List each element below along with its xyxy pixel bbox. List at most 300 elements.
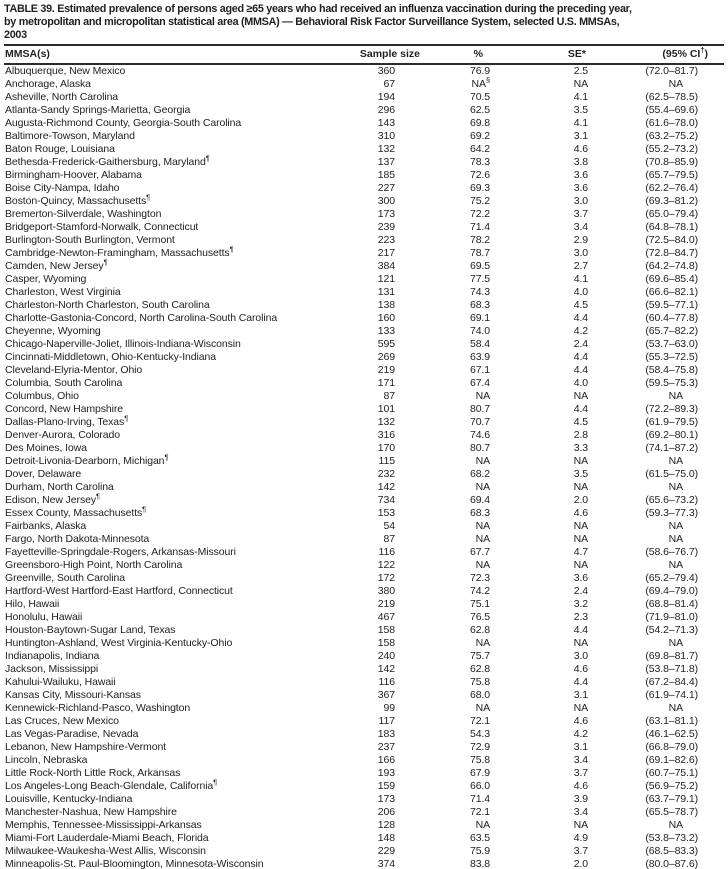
sample-size-cell: 173 bbox=[377, 793, 395, 805]
sample-size-cell: 131 bbox=[377, 286, 395, 298]
sample-size-cell: 54 bbox=[383, 520, 395, 532]
ci-cell: (58.6–76.7) bbox=[645, 546, 698, 558]
sample-size-cell: 229 bbox=[377, 845, 395, 857]
sample-size-cell: 367 bbox=[377, 689, 395, 701]
se-cell: 2.0 bbox=[573, 494, 588, 506]
table-row bbox=[4, 572, 724, 585]
sample-size-cell: 384 bbox=[377, 260, 395, 272]
se-cell: 2.3 bbox=[573, 611, 588, 623]
mmsa-cell: Burlington-South Burlington, Vermont bbox=[5, 234, 175, 246]
sample-size-cell: 137 bbox=[377, 156, 395, 168]
mmsa-cell: Edison, New Jersey¶ bbox=[5, 491, 100, 506]
sample-size-cell: 117 bbox=[378, 715, 395, 727]
se-cell: 3.7 bbox=[573, 845, 588, 857]
mmsa-cell: Bethesda-Frederick-Gaithersburg, Maryland¶ bbox=[5, 153, 210, 168]
mmsa-cell: Kahului-Wailuku, Hawaii bbox=[5, 676, 116, 688]
table-row bbox=[4, 715, 724, 728]
ci-cell: (61.9–74.1) bbox=[645, 689, 698, 701]
sample-size-cell: 132 bbox=[377, 416, 395, 428]
table-row bbox=[4, 338, 724, 351]
ci-cell: (65.5–78.7) bbox=[645, 806, 698, 818]
se-cell: 3.0 bbox=[573, 650, 588, 662]
footnote-marker: ¶ bbox=[229, 244, 234, 254]
sample-size-cell: 142 bbox=[377, 481, 395, 493]
ci-cell: NA bbox=[668, 520, 683, 532]
sample-size-cell: 237 bbox=[377, 741, 395, 753]
sample-size-cell: 217 bbox=[377, 247, 395, 259]
percent-cell: 80.7 bbox=[469, 442, 490, 454]
mmsa-cell: Des Moines, Iowa bbox=[5, 442, 87, 454]
mmsa-cell: Baton Rouge, Louisiana bbox=[5, 143, 115, 155]
ci-cell: (65.2–79.4) bbox=[645, 572, 698, 584]
percent-cell: 71.4 bbox=[469, 793, 490, 805]
table-row bbox=[4, 767, 724, 780]
mmsa-cell: Boise City-Nampa, Idaho bbox=[5, 182, 120, 194]
table-row bbox=[4, 663, 724, 676]
table-row bbox=[4, 845, 724, 858]
percent-cell: 74.6 bbox=[469, 429, 490, 441]
table-row bbox=[4, 520, 724, 533]
ci-cell: NA bbox=[668, 559, 683, 571]
sample-size-cell: 160 bbox=[377, 312, 395, 324]
ci-cell: (54.2–71.3) bbox=[645, 624, 698, 636]
table-row bbox=[4, 299, 724, 312]
ci-cell: (72.8–84.7) bbox=[645, 247, 698, 259]
table-row bbox=[4, 351, 724, 364]
se-cell: 4.4 bbox=[573, 312, 588, 324]
sample-size-cell: 99 bbox=[383, 702, 395, 714]
ci-cell: (65.6–73.2) bbox=[645, 494, 698, 506]
mmsa-cell: Greenville, South Carolina bbox=[5, 572, 125, 584]
mmsa-cell: Indianapolis, Indiana bbox=[5, 650, 100, 662]
ci-cell: (80.0–87.6) bbox=[645, 858, 698, 869]
percent-cell: 69.8 bbox=[469, 117, 490, 129]
mmsa-cell: Kansas City, Missouri-Kansas bbox=[5, 689, 141, 701]
ci-cell: (60.7–75.1) bbox=[645, 767, 698, 779]
mmsa-cell: Lincoln, Nebraska bbox=[5, 754, 88, 766]
sample-size-cell: 115 bbox=[378, 455, 395, 467]
se-cell: 4.9 bbox=[573, 832, 588, 844]
table-row bbox=[4, 78, 724, 91]
footnote-marker: § bbox=[485, 75, 490, 85]
ci-cell: (65.7–82.2) bbox=[645, 325, 698, 337]
percent-cell: 68.0 bbox=[469, 689, 490, 701]
sample-size-cell: 158 bbox=[377, 624, 395, 636]
mmsa-cell: Kennewick-Richland-Pasco, Washington bbox=[5, 702, 191, 714]
percent-cell: 67.9 bbox=[469, 767, 490, 779]
table-row bbox=[4, 390, 724, 403]
mmsa-cell: Essex County, Massachusetts¶ bbox=[5, 504, 147, 519]
se-cell: NA bbox=[573, 78, 588, 90]
se-cell: 4.6 bbox=[573, 715, 588, 727]
sample-size-cell: 269 bbox=[377, 351, 395, 363]
mmsa-cell: Fayetteville-Springdale-Rogers, Arkansas-Missouri bbox=[5, 546, 236, 558]
percent-cell: 69.2 bbox=[469, 130, 490, 142]
sample-size-cell: 374 bbox=[377, 858, 395, 869]
se-cell: 2.5 bbox=[573, 65, 588, 77]
percent-cell: 74.0 bbox=[469, 325, 490, 337]
mmsa-cell: Manchester-Nashua, New Hampshire bbox=[5, 806, 177, 818]
ci-cell: (55.3–72.5) bbox=[645, 351, 698, 363]
mmsa-cell: Hilo, Hawaii bbox=[5, 598, 60, 610]
percent-cell: 69.5 bbox=[469, 260, 490, 272]
table-row bbox=[4, 754, 724, 767]
table-row bbox=[4, 64, 724, 78]
sample-size-cell: 223 bbox=[377, 234, 395, 246]
mmsa-cell: Birmingham-Hoover, Alabama bbox=[5, 169, 142, 181]
se-cell: NA bbox=[573, 819, 588, 831]
ci-cell: (67.2–84.4) bbox=[645, 676, 698, 688]
sample-size-cell: 171 bbox=[377, 377, 395, 389]
ci-cell: (61.9–79.5) bbox=[645, 416, 698, 428]
percent-cell: 75.7 bbox=[469, 650, 490, 662]
table-title bbox=[4, 3, 724, 42]
ci-cell: (53.7–63.0) bbox=[645, 338, 698, 350]
se-cell: NA bbox=[573, 559, 588, 571]
mmsa-cell: Las Cruces, New Mexico bbox=[5, 715, 119, 727]
ci-cell: (61.5–75.0) bbox=[645, 468, 698, 480]
percent-cell: 54.3 bbox=[469, 728, 490, 740]
table-row bbox=[4, 104, 724, 117]
header-row bbox=[4, 45, 724, 64]
mmsa-cell: Bridgeport-Stamford-Norwalk, Connecticut bbox=[5, 221, 199, 233]
ci-cell: (72.5–84.0) bbox=[645, 234, 698, 246]
ci-cell: (61.6–78.0) bbox=[645, 117, 698, 129]
table-row bbox=[4, 689, 724, 702]
ci-cell: (55.4–69.6) bbox=[645, 104, 698, 116]
ci-cell: (69.3–81.2) bbox=[645, 195, 698, 207]
col-header-percent: % bbox=[420, 45, 490, 64]
table-row bbox=[4, 481, 724, 494]
se-cell: 3.4 bbox=[573, 221, 588, 233]
sample-size-cell: 143 bbox=[377, 117, 395, 129]
table-row bbox=[4, 416, 724, 429]
se-cell: 3.1 bbox=[573, 741, 588, 753]
percent-cell: 67.4 bbox=[469, 377, 490, 389]
sample-size-cell: 296 bbox=[377, 104, 395, 116]
sample-size-cell: 172 bbox=[377, 572, 395, 584]
se-cell: 4.4 bbox=[573, 403, 588, 415]
se-cell: 3.7 bbox=[573, 767, 588, 779]
ci-cell: (58.4–75.8) bbox=[645, 364, 698, 376]
percent-cell: NA bbox=[475, 481, 490, 493]
sample-size-cell: 734 bbox=[377, 494, 395, 506]
se-cell: 4.2 bbox=[573, 325, 588, 337]
ci-cell: (64.8–78.1) bbox=[645, 221, 698, 233]
sample-size-cell: 166 bbox=[377, 754, 395, 766]
sample-size-cell: 183 bbox=[377, 728, 395, 740]
se-cell: NA bbox=[573, 702, 588, 714]
table-row bbox=[4, 455, 724, 468]
mmsa-cell: Augusta-Richmond County, Georgia-South Carolina bbox=[5, 117, 242, 129]
table-row bbox=[4, 585, 724, 598]
table-row bbox=[4, 286, 724, 299]
sample-size-cell: 595 bbox=[377, 338, 395, 350]
table-row bbox=[4, 156, 724, 169]
se-cell: 3.5 bbox=[573, 468, 588, 480]
sample-size-cell: 142 bbox=[377, 663, 395, 675]
table-row bbox=[4, 832, 724, 845]
ci-cell: (63.7–79.1) bbox=[645, 793, 698, 805]
percent-cell: 80.7 bbox=[469, 403, 490, 415]
percent-cell: 72.1 bbox=[469, 806, 490, 818]
sample-size-cell: 138 bbox=[377, 299, 395, 311]
mmsa-cell: Huntington-Ashland, West Virginia-Kentucky-Ohio bbox=[5, 637, 233, 649]
table-row bbox=[4, 676, 724, 689]
percent-cell: 64.2 bbox=[469, 143, 490, 155]
mmsa-cell: Charleston, West Virginia bbox=[5, 286, 121, 298]
table-row bbox=[4, 130, 724, 143]
percent-cell: 75.8 bbox=[469, 676, 490, 688]
percent-cell: 78.2 bbox=[469, 234, 490, 246]
se-cell: 3.6 bbox=[573, 182, 588, 194]
se-cell: NA bbox=[573, 390, 588, 402]
sample-size-cell: 87 bbox=[383, 533, 395, 545]
percent-cell: NA bbox=[475, 455, 490, 467]
table-row bbox=[4, 221, 724, 234]
se-cell: 4.6 bbox=[573, 663, 588, 675]
ci-header-close-paren: ) bbox=[704, 48, 708, 60]
percent-cell: NA bbox=[475, 390, 490, 402]
mmsa-cell: Detroit-Livonia-Dearborn, Michigan¶ bbox=[5, 452, 169, 467]
col-header-mmsa: MMSA(s) bbox=[4, 45, 316, 64]
sample-size-cell: 194 bbox=[377, 91, 395, 103]
table-row bbox=[4, 624, 724, 637]
percent-cell: 69.1 bbox=[469, 312, 490, 324]
table-header bbox=[4, 45, 724, 64]
table-title-line-1: TABLE 39. Estimated prevalence of persons aged ≥65 years who had received an influenza vaccination during the preceding year, bbox=[4, 3, 632, 15]
mmsa-cell: Lebanon, New Hampshire-Vermont bbox=[5, 741, 167, 753]
table-row bbox=[4, 546, 724, 559]
percent-cell: 76.5 bbox=[469, 611, 490, 623]
percent-cell: 67.1 bbox=[469, 364, 490, 376]
sample-size-cell: 67 bbox=[383, 78, 395, 90]
sample-size-cell: 159 bbox=[377, 780, 395, 792]
percent-cell: 68.3 bbox=[469, 507, 490, 519]
percent-cell: 68.3 bbox=[469, 299, 490, 311]
sample-size-cell: 316 bbox=[377, 429, 395, 441]
footnote-marker: ¶ bbox=[213, 777, 218, 787]
mmsa-cell: Houston-Baytown-Sugar Land, Texas bbox=[5, 624, 176, 636]
mmsa-cell: Minneapolis-St. Paul-Bloomington, Minnesota-Wisconsin bbox=[5, 858, 264, 869]
sample-size-cell: 173 bbox=[377, 208, 395, 220]
table-row bbox=[4, 247, 724, 260]
se-cell: 4.4 bbox=[573, 624, 588, 636]
footnote-marker: ¶ bbox=[96, 491, 100, 501]
table-row bbox=[4, 364, 724, 377]
percent-cell: 69.3 bbox=[469, 182, 490, 194]
ci-cell: (74.1–87.2) bbox=[645, 442, 698, 454]
ci-cell: (56.9–75.2) bbox=[645, 780, 698, 792]
mmsa-cell: Hartford-West Hartford-East Hartford, Connecticut bbox=[5, 585, 233, 597]
percent-cell: 75.2 bbox=[469, 195, 490, 207]
ci-cell: (59.3–77.3) bbox=[645, 507, 698, 519]
se-cell: NA bbox=[573, 520, 588, 532]
percent-cell: 62.8 bbox=[469, 663, 490, 675]
mmsa-cell: Columbus, Ohio bbox=[5, 390, 79, 402]
mmsa-cell: Cleveland-Elyria-Mentor, Ohio bbox=[5, 364, 143, 376]
mmsa-cell: Cheyenne, Wyoming bbox=[5, 325, 101, 337]
percent-cell: 63.9 bbox=[469, 351, 490, 363]
table-row bbox=[4, 780, 724, 793]
percent-cell: 58.4 bbox=[469, 338, 490, 350]
sample-size-cell: 116 bbox=[378, 676, 395, 688]
mmsa-cell: Greensboro-High Point, North Carolina bbox=[5, 559, 183, 571]
mmsa-cell: Cincinnati-Middletown, Ohio-Kentucky-Indiana bbox=[5, 351, 216, 363]
table-row bbox=[4, 637, 724, 650]
ci-cell: (69.6–85.4) bbox=[645, 273, 698, 285]
table-row bbox=[4, 195, 724, 208]
mmsa-cell: Chicago-Naperville-Joliet, Illinois-Indiana-Wisconsin bbox=[5, 338, 241, 350]
sample-size-cell: 193 bbox=[377, 767, 395, 779]
se-cell: 4.1 bbox=[573, 117, 588, 129]
table-row bbox=[4, 143, 724, 156]
sample-size-cell: 133 bbox=[377, 325, 395, 337]
se-cell: 4.6 bbox=[573, 780, 588, 792]
footnote-marker: ¶ bbox=[205, 153, 210, 163]
ci-cell: NA bbox=[668, 819, 683, 831]
sample-size-cell: 239 bbox=[377, 221, 395, 233]
table-row bbox=[4, 169, 724, 182]
sample-size-cell: 101 bbox=[377, 403, 395, 415]
footnote-marker: ¶ bbox=[164, 452, 169, 462]
percent-cell: 63.5 bbox=[469, 832, 490, 844]
table-row bbox=[4, 858, 724, 869]
table-row bbox=[4, 273, 724, 286]
se-cell: 3.7 bbox=[573, 208, 588, 220]
percent-cell: 68.2 bbox=[469, 468, 490, 480]
table-row bbox=[4, 819, 724, 832]
ci-cell: (65.7–79.5) bbox=[645, 169, 698, 181]
ci-cell: NA bbox=[668, 78, 683, 90]
sample-size-cell: 116 bbox=[378, 546, 395, 558]
ci-cell: (59.5–77.1) bbox=[645, 299, 698, 311]
se-cell: 4.4 bbox=[573, 364, 588, 376]
se-cell: 3.6 bbox=[573, 169, 588, 181]
col-header-ci bbox=[588, 45, 724, 64]
ci-cell: (53.8–73.2) bbox=[645, 832, 698, 844]
percent-cell: 71.4 bbox=[469, 221, 490, 233]
ci-cell: (65.0–79.4) bbox=[645, 208, 698, 220]
mmsa-cell: Milwaukee-Waukesha-West Allis, Wisconsin bbox=[5, 845, 206, 857]
sample-size-cell: 122 bbox=[377, 559, 395, 571]
se-cell: 3.8 bbox=[573, 156, 588, 168]
mmsa-cell: Baltimore-Towson, Maryland bbox=[5, 130, 135, 142]
table-row bbox=[4, 806, 724, 819]
percent-cell: 66.0 bbox=[469, 780, 490, 792]
se-cell: 2.8 bbox=[573, 429, 588, 441]
percent-cell: 72.6 bbox=[469, 169, 490, 181]
footnote-marker: ¶ bbox=[124, 413, 129, 423]
mmsa-cell: Fargo, North Dakota-Minnesota bbox=[5, 533, 150, 545]
mmsa-cell: Memphis, Tennessee-Mississippi-Arkansas bbox=[5, 819, 202, 831]
table-row bbox=[4, 117, 724, 130]
se-cell: 3.6 bbox=[573, 572, 588, 584]
table-row bbox=[4, 611, 724, 624]
mmsa-cell: Atlanta-Sandy Springs-Marietta, Georgia bbox=[5, 104, 191, 116]
table-row bbox=[4, 598, 724, 611]
mmsa-cell: Miami-Fort Lauderdale-Miami Beach, Florida bbox=[5, 832, 209, 844]
table-row bbox=[4, 208, 724, 221]
footnote-marker: ¶ bbox=[146, 192, 151, 202]
ci-cell: (72.2–89.3) bbox=[645, 403, 698, 415]
se-cell: NA bbox=[573, 455, 588, 467]
mmsa-cell: Dover, Delaware bbox=[5, 468, 82, 480]
ci-cell: (59.5–75.3) bbox=[645, 377, 698, 389]
percent-cell: NA bbox=[475, 637, 490, 649]
se-cell: 4.2 bbox=[573, 728, 588, 740]
percent-cell: 72.9 bbox=[469, 741, 490, 753]
table-row bbox=[4, 234, 724, 247]
ci-cell: NA bbox=[668, 637, 683, 649]
ci-cell: (70.8–85.9) bbox=[645, 156, 698, 168]
percent-cell: 62.5 bbox=[469, 104, 490, 116]
mmsa-cell: Charleston-North Charleston, South Carolina bbox=[5, 299, 210, 311]
percent-cell: 74.3 bbox=[469, 286, 490, 298]
ci-cell: (68.5–83.3) bbox=[645, 845, 698, 857]
ci-cell: (64.2–74.8) bbox=[645, 260, 698, 272]
mmsa-cell: Camden, New Jersey¶ bbox=[5, 257, 108, 272]
mmsa-cell: Bremerton-Silverdale, Washington bbox=[5, 208, 162, 220]
table-body bbox=[4, 64, 724, 869]
ci-cell: (66.8–79.0) bbox=[645, 741, 698, 753]
table-row bbox=[4, 650, 724, 663]
sample-size-cell: 380 bbox=[377, 585, 395, 597]
ci-cell: (71.9–81.0) bbox=[645, 611, 698, 623]
se-cell: 4.1 bbox=[573, 273, 588, 285]
se-cell: 3.0 bbox=[573, 247, 588, 259]
mmsa-cell: Durham, North Carolina bbox=[5, 481, 114, 493]
se-cell: 2.4 bbox=[573, 338, 588, 350]
ci-header-text: (95% CI bbox=[662, 48, 701, 60]
se-cell: 3.9 bbox=[573, 793, 588, 805]
ci-cell: (69.1–82.6) bbox=[645, 754, 698, 766]
ci-cell: (63.2–75.2) bbox=[645, 130, 698, 142]
table-row bbox=[4, 728, 724, 741]
ci-cell: (69.4–79.0) bbox=[645, 585, 698, 597]
percent-cell: 75.1 bbox=[469, 598, 490, 610]
se-cell: 4.4 bbox=[573, 676, 588, 688]
table-title-line-3: 2003 bbox=[4, 29, 27, 41]
ci-cell: (66.6–82.1) bbox=[645, 286, 698, 298]
sample-size-cell: 219 bbox=[377, 364, 395, 376]
sample-size-cell: 227 bbox=[377, 182, 395, 194]
table-row bbox=[4, 494, 724, 507]
se-cell: NA bbox=[573, 533, 588, 545]
mmsa-cell: Casper, Wyoming bbox=[5, 273, 87, 285]
se-cell: 2.4 bbox=[573, 585, 588, 597]
mmsa-cell: Denver-Aurora, Colorado bbox=[5, 429, 121, 441]
se-cell: 4.4 bbox=[573, 351, 588, 363]
table-row bbox=[4, 182, 724, 195]
mmsa-cell: Fairbanks, Alaska bbox=[5, 520, 87, 532]
ci-header-dagger: † bbox=[700, 45, 705, 55]
percent-cell: NA bbox=[475, 520, 490, 532]
sample-size-cell: 148 bbox=[377, 832, 395, 844]
mmsa-cell: Las Vegas-Paradise, Nevada bbox=[5, 728, 139, 740]
se-cell: 3.5 bbox=[573, 104, 588, 116]
table-row bbox=[4, 793, 724, 806]
se-cell: 2.0 bbox=[573, 858, 588, 869]
col-header-se: SE* bbox=[490, 45, 588, 64]
percent-cell: 72.2 bbox=[469, 208, 490, 220]
ci-cell: (69.8–81.7) bbox=[645, 650, 698, 662]
mmsa-cell: Jackson, Mississippi bbox=[5, 663, 99, 675]
mmsa-cell: Charlotte-Gastonia-Concord, North Carolina-South Carolina bbox=[5, 312, 278, 324]
mmsa-cell: Louisville, Kentucky-Indiana bbox=[5, 793, 133, 805]
mmsa-cell: Boston-Quincy, Massachusetts¶ bbox=[5, 192, 151, 207]
percent-cell: 76.9 bbox=[469, 65, 490, 77]
